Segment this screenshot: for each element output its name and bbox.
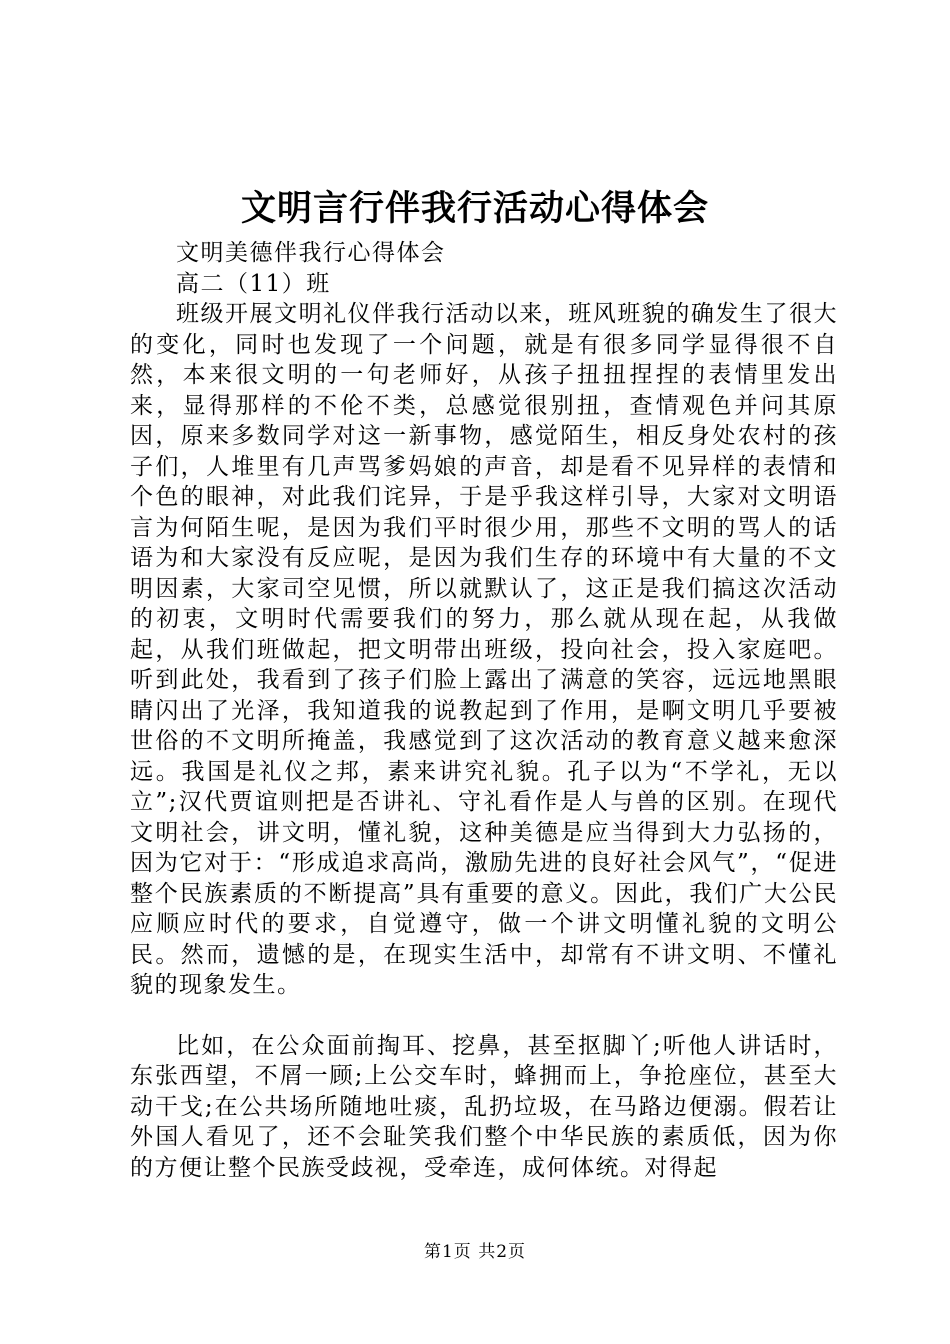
page-indicator: 第1页 共2页 <box>423 1242 527 1262</box>
document-title: 文明言行伴我行活动心得体会 <box>240 188 709 229</box>
class-label-line: 高二（11）班 <box>176 270 331 297</box>
document-body <box>130 238 838 1183</box>
body-paragraph-1: 班级开展文明礼仪伴我行活动以来，班风班貌的确发生了很大的变化，同时也发现了一个问题，就是有很多同学显得很不自然，本来很文明的一句老师好，从孩子扭扭捏捏的表情里发出来，显得那样的不伦不类，总感觉很别扭，查情观色并问其原因，原来多数同学对这一新事物，感觉陌生，相反身处农村的孩子们，人堆里有几声骂爹妈娘的声音，却是看不见异样的表情和个色的眼神，对此我们诧异，于是乎我这样引导，大家对文明语言为何陌生呢，是因为我们平时很少用，那些不文明的骂人的话语为和大家没有反应呢，是因为我们生存的环境中有大量的不文明因素，大家司空见惯，所以就默认了，这正是我们搞这次活动的初衷，文明时代需要我们的努力，那么就从现在起，从我做起，从我们班做起，把文明带出班级，投向社会，投入家庭吧。听到此处，我看到了孩子们脸上露出了满意的笑容，远远地黑眼睛闪出了光泽，我知道我的说教起到了作用，是啊文明几乎要被世俗的不文明所掩盖，我感觉到了这次活动的教育意义越来愈深远。我国是礼仪之邦，素来讲究礼貌。孔子以为“不学礼，无以立”;汉代贾谊则把是否讲礼、守礼看作是人与兽的区别。在现代文明社会，讲文明，懂礼貌，这种美德是应当得到大力弘扬的，因为它对于：“形成追求高尚，激励先进的良好社会风气”，“促进整个民族素质的不断提高”具有重要的意义。因此，我们广大公民应顺应时代的要求，自觉遵守，做一个讲文明懂礼貌的文明公民。然而，遗憾的是，在现实生活中，却常有不讲文明、不懂礼貌的现象发生。 <box>130 301 838 998</box>
subtitle-line: 文明美德伴我行心得体会 <box>176 240 446 266</box>
body-paragraph-2: 比如，在公众面前掏耳、挖鼻，甚至抠脚丫;听他人讲话时，东张西望，不屑一顾;上公交车时，蜂拥而上，争抢座位，甚至大动干戈;在公共场所随地吐痰，乱扔垃圾，在马路边便溺。假若让外国人看见了，还不会耻笑我们整个中华民族的素质低，因为你的方便让整个民族受歧视，受牵连，成何体统。对得起 <box>130 1032 838 1181</box>
